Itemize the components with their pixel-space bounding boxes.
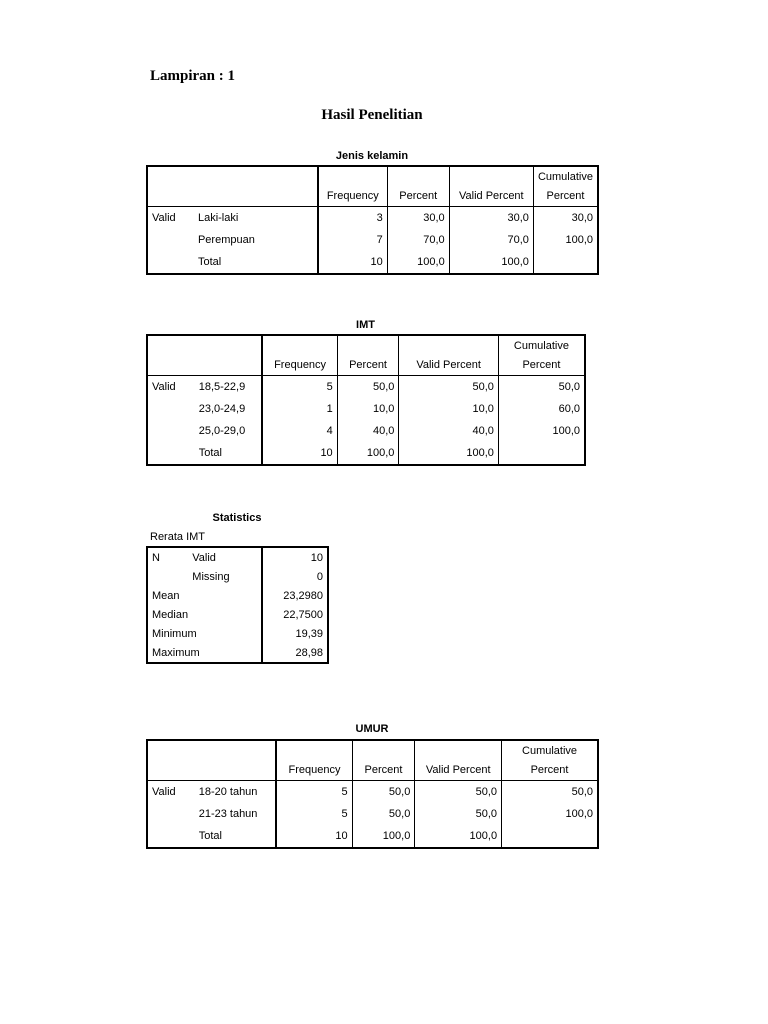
col-header-cumulative-percent: Percent (498, 355, 585, 376)
value-cell: 28,98 (262, 643, 328, 663)
table-row (147, 643, 328, 663)
table-row (147, 207, 598, 230)
valid-percent-cell: 70,0 (449, 229, 533, 251)
frequency-cell: 7 (318, 229, 387, 251)
frequency-cell: 4 (262, 420, 337, 442)
cumulative-cell (498, 442, 585, 465)
frequency-cell: 5 (276, 803, 352, 825)
frequency-cell: 3 (318, 207, 387, 230)
row-label: Mean (152, 589, 180, 602)
table-row (147, 547, 328, 567)
table-row (147, 442, 585, 465)
table-row (147, 376, 585, 399)
value-cell: 10 (262, 547, 328, 567)
table-corner (147, 166, 318, 207)
jenis-kelamin-title: Jenis kelamin (335, 150, 409, 162)
cumulative-cell (533, 251, 598, 274)
table-row (147, 781, 598, 804)
valid-percent-cell: 10,0 (399, 398, 498, 420)
percent-cell: 100,0 (337, 442, 399, 465)
table-corner (147, 740, 276, 781)
valid-percent-cell: 50,0 (399, 376, 498, 399)
percent-cell: 50,0 (352, 803, 415, 825)
col-header-percent: Percent (352, 760, 415, 781)
percent-cell: 30,0 (387, 207, 449, 230)
col-header-percent: Percent (337, 355, 399, 376)
percent-cell: 50,0 (352, 781, 415, 804)
frequency-cell: 5 (262, 376, 337, 399)
col-header-cumulative-percent: Percent (533, 186, 598, 207)
page-title: Hasil Penelitian (321, 107, 423, 123)
cumulative-cell: 100,0 (502, 803, 598, 825)
percent-cell: 50,0 (337, 376, 399, 399)
table-row (147, 251, 598, 274)
frequency-cell: 10 (318, 251, 387, 274)
table-row (147, 803, 598, 825)
cumulative-cell: 100,0 (498, 420, 585, 442)
row-label: Median (152, 608, 189, 621)
col-header-cumulative: Cumulative (533, 166, 598, 186)
row-label: 21-23 tahun (198, 808, 258, 820)
cumulative-cell: 60,0 (498, 398, 585, 420)
valid-percent-cell: 100,0 (399, 442, 498, 465)
percent-cell: 70,0 (387, 229, 449, 251)
col-header-frequency: Frequency (262, 355, 337, 376)
value-cell: 22,7500 (262, 605, 328, 624)
table-row (147, 586, 328, 605)
valid-percent-cell: 100,0 (449, 251, 533, 274)
value-cell: 19,39 (262, 624, 328, 643)
row-label: 18,5-22,9 (198, 381, 246, 393)
table-row (147, 229, 598, 251)
row-label: Valid (192, 551, 216, 564)
row-label: Perempuan (197, 234, 255, 246)
n-label: N (152, 551, 160, 564)
row-label: Total (197, 256, 222, 268)
imt-title: IMT (356, 319, 375, 331)
row-label: Minimum (152, 627, 197, 640)
row-label: Total (198, 830, 222, 842)
row-label: 25,0-29,0 (198, 425, 246, 437)
table-row (147, 567, 328, 586)
col-header-cumulative: Cumulative (498, 335, 585, 355)
statistics-table (146, 546, 329, 664)
col-header-cumulative: Cumulative (502, 740, 598, 760)
row-label: Maximum (152, 646, 200, 659)
frequency-cell: 10 (262, 442, 337, 465)
col-header-percent: Percent (387, 186, 449, 207)
group-label: Valid (152, 212, 176, 224)
col-header-frequency: Frequency (318, 186, 387, 207)
imt-table (146, 334, 586, 466)
col-header-valid-percent: Valid Percent (415, 760, 502, 781)
row-label: Missing (192, 570, 230, 583)
table-row (147, 624, 328, 643)
cumulative-cell: 30,0 (533, 207, 598, 230)
row-label: Laki-laki (197, 212, 239, 224)
valid-percent-cell: 50,0 (415, 803, 502, 825)
group-label: Valid (152, 786, 176, 798)
umur-title: UMUR (355, 723, 389, 735)
frequency-cell: 10 (276, 825, 352, 848)
cumulative-cell: 50,0 (502, 781, 598, 804)
percent-cell: 100,0 (387, 251, 449, 274)
jenis-kelamin-table (146, 165, 599, 275)
table-row (147, 398, 585, 420)
valid-percent-cell: 50,0 (415, 781, 502, 804)
frequency-cell: 5 (276, 781, 352, 804)
cumulative-cell: 50,0 (498, 376, 585, 399)
col-header-cumulative-percent: Percent (502, 760, 598, 781)
table-corner (147, 335, 262, 376)
percent-cell: 100,0 (352, 825, 415, 848)
row-label: 23,0-24,9 (198, 403, 246, 415)
valid-percent-cell: 30,0 (449, 207, 533, 230)
valid-percent-cell: 40,0 (399, 420, 498, 442)
table-row (147, 420, 585, 442)
cumulative-cell (502, 825, 598, 848)
value-cell: 0 (262, 567, 328, 586)
valid-percent-cell: 100,0 (415, 825, 502, 848)
col-header-valid-percent: Valid Percent (399, 355, 498, 376)
table-row (147, 605, 328, 624)
statistics-title: Statistics (212, 512, 262, 524)
col-header-valid-percent: Valid Percent (449, 186, 533, 207)
percent-cell: 10,0 (337, 398, 399, 420)
frequency-cell: 1 (262, 398, 337, 420)
group-label: Valid (152, 381, 176, 393)
col-header-frequency: Frequency (276, 760, 352, 781)
umur-table (146, 739, 599, 849)
row-label: 18-20 tahun (198, 786, 258, 798)
row-label: Total (198, 447, 222, 459)
cumulative-cell: 100,0 (533, 229, 598, 251)
table-row (147, 825, 598, 848)
percent-cell: 40,0 (337, 420, 399, 442)
appendix-label: Lampiran : 1 (150, 68, 236, 84)
statistics-subtitle: Rerata IMT (150, 531, 206, 543)
value-cell: 23,2980 (262, 586, 328, 605)
